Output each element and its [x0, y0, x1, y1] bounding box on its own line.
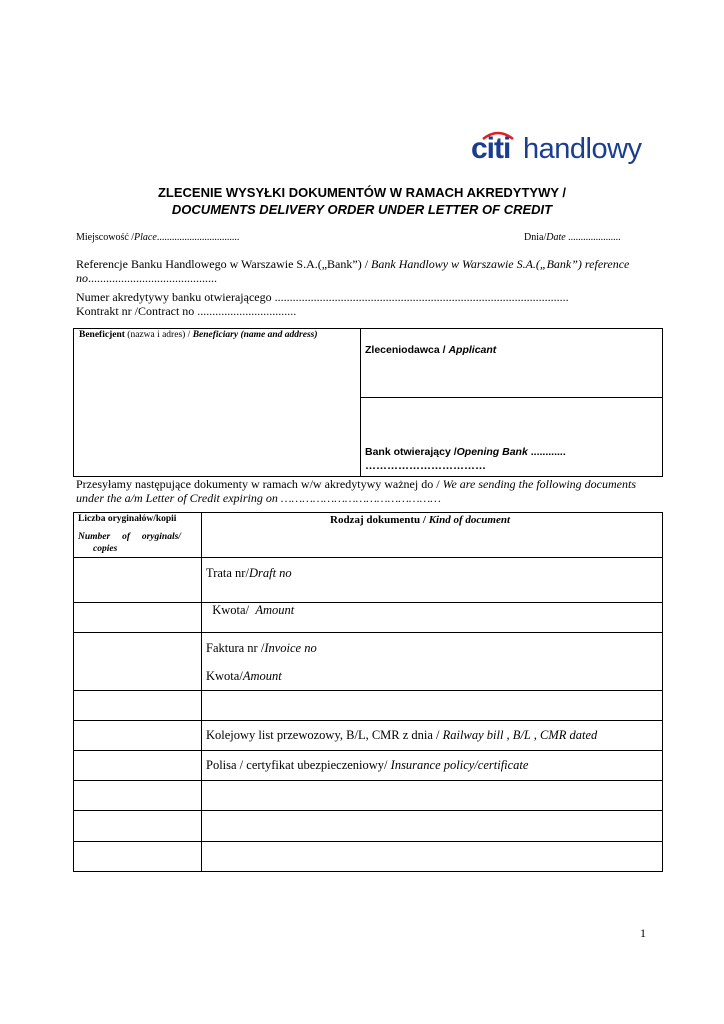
- table-row-divider: [73, 810, 663, 811]
- table-row-divider: [73, 841, 663, 842]
- table-row-divider: [73, 690, 663, 691]
- logo-handlowy-text: handlowy: [523, 133, 642, 165]
- table-row-divider: [73, 750, 663, 751]
- title-english: DOCUMENTS DELIVERY ORDER UNDER LETTER OF CREDIT: [171, 202, 553, 217]
- amount-row-label: Kwota/Amount: [206, 669, 282, 683]
- opening-bank-label: Bank otwierający /Opening Bank ............: [365, 446, 566, 458]
- table-column-divider: [201, 512, 202, 872]
- table-row-divider: [73, 780, 663, 781]
- reference-no-line: no...........................................: [76, 271, 217, 285]
- col1-header-polish: Liczba oryginałów/kopii: [78, 514, 177, 524]
- invoice-row-label: Faktura nr /Invoice no: [206, 641, 317, 655]
- railway-row-label: Kolejowy list przewozowy, B/L, CMR z dnia / Railway bill , B/L , CMR dated: [206, 728, 598, 742]
- opening-bank-dots: ……………………………: [365, 460, 486, 472]
- beneficiary-label: Beneficjent (nazwa i adres) / Beneficiary (name and address): [79, 330, 318, 340]
- documents-table: [73, 512, 663, 872]
- title-polish: ZLECENIE WYSYŁKI DOKUMENTÓW W RAMACH AKREDYTYWY /: [157, 185, 567, 200]
- logo-arc-icon: [481, 130, 515, 140]
- applicant-label: Zleceniodawca / Applicant: [365, 344, 497, 356]
- col1-header-english: Number of oryginals/: [78, 532, 181, 542]
- insurance-row-label: Polisa / certyfikat ubezpieczeniowy/ Insurance policy/certificate: [206, 758, 529, 772]
- col2-header: Rodzaj dokumentu / Kind of document: [330, 514, 511, 526]
- sending-line-1: Przesyłamy następujące dokumenty w ramach w/w akredytywy ważnej do / We are sending the following documents: [76, 477, 636, 491]
- table-row-divider: [73, 720, 663, 721]
- logo-citi-text: citi: [471, 132, 511, 165]
- date-line: Dnia/Date .....................: [524, 232, 621, 243]
- parties-divider: [360, 328, 361, 477]
- draft-row-label: Trata nr/Draft no: [206, 566, 292, 580]
- amount-row-label: Kwota/ Amount: [212, 603, 295, 617]
- place-line: Miejscowość /Place.................................: [76, 232, 240, 243]
- table-row-divider: [73, 602, 663, 603]
- contract-line: Kontrakt nr /Contract no .................................: [76, 304, 297, 318]
- page-number: 1: [640, 926, 646, 940]
- reference-line: Referencje Banku Handlowego w Warszawie S.A.(„Bank”) / Bank Handlowy w Warszawie S.A.(„Bank”) reference: [76, 257, 630, 271]
- citi-handlowy-logo: [471, 132, 641, 168]
- table-row-divider: [73, 632, 663, 633]
- sending-line-2: under the a/m Letter of Credit expiring on ………………………………………: [76, 491, 441, 505]
- lc-number-line: Numer akredytywy banku otwierającego ..................................................................................................: [76, 290, 569, 304]
- col1-header-english-2: copies: [93, 544, 118, 554]
- table-row-divider: [73, 557, 663, 558]
- applicant-bank-divider: [360, 397, 663, 398]
